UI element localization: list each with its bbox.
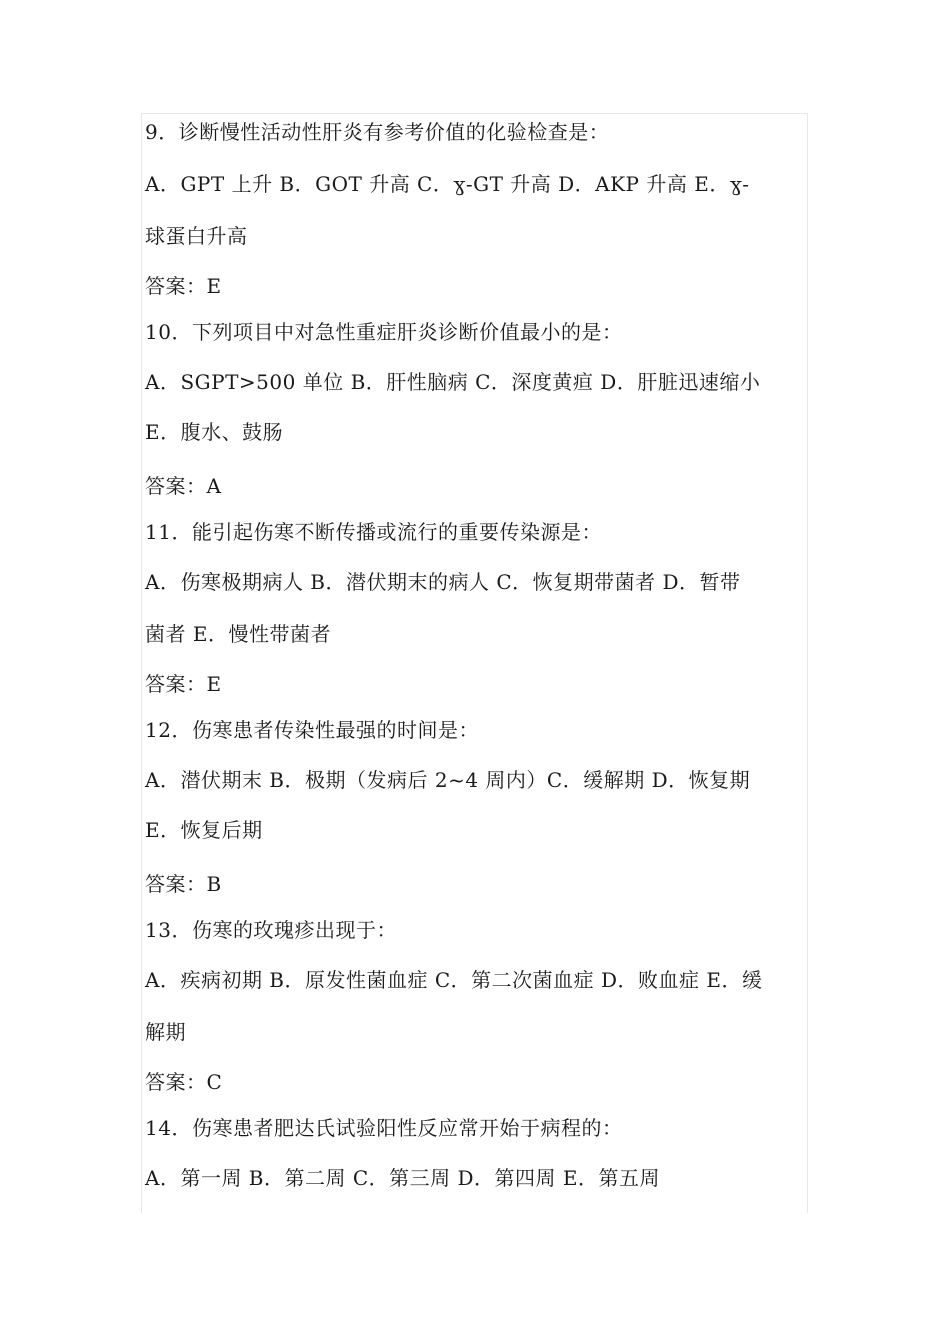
- question-13-options-line1: A．疾病初期 B．原发性菌血症 C．第二次菌血症 D．败血症 E．缓: [145, 968, 763, 992]
- question-13-options-line2: 解期: [145, 1020, 186, 1044]
- question-12-text: 12．伤寒患者传染性最强的时间是：: [145, 718, 479, 742]
- question-13-text: 13．伤寒的玫瑰疹出现于：: [145, 918, 397, 942]
- question-11-answer: 答案：E: [145, 672, 222, 696]
- question-11-options-line1: A．伤寒极期病人 B．潜伏期末的病人 C．恢复期带菌者 D．暂带: [145, 570, 741, 594]
- question-10-options-line1: A．SGPT>500 单位 B．肝性脑病 C．深度黄疸 D．肝脏迅速缩小: [145, 370, 761, 394]
- question-12-options-line1: A．潜伏期末 B．极期（发病后 2~4 周内）C．缓解期 D．恢复期: [145, 768, 751, 792]
- question-9-options-line2: 球蛋白升高: [145, 224, 248, 248]
- question-10-answer: 答案：A: [145, 474, 222, 498]
- question-9-answer: 答案：E: [145, 274, 222, 298]
- question-9-options-line1: A．GPT 上升 B．GOT 升高 C．ɣ-GT 升高 D．AKP 升高 E．ɣ-: [145, 172, 750, 196]
- question-14-text: 14．伤寒患者肥达氏试验阳性反应常开始于病程的：: [145, 1116, 623, 1140]
- question-14-options-line1: A．第一周 B．第二周 C．第三周 D．第四周 E．第五周: [145, 1166, 661, 1190]
- question-12-answer: 答案：B: [145, 872, 222, 896]
- question-10-options-line2: E．腹水、鼓肠: [145, 420, 284, 444]
- question-13-answer: 答案：C: [145, 1070, 223, 1094]
- question-10-text: 10．下列项目中对急性重症肝炎诊断价值最小的是：: [145, 320, 623, 344]
- question-12-options-line2: E．恢复后期: [145, 818, 263, 842]
- question-11-text: 11．能引起伤寒不断传播或流行的重要传染源是：: [145, 520, 602, 544]
- question-11-options-line2: 菌者 E．慢性带菌者: [145, 622, 331, 646]
- question-9-text: 9．诊断慢性活动性肝炎有参考价值的化验检查是：: [145, 120, 610, 144]
